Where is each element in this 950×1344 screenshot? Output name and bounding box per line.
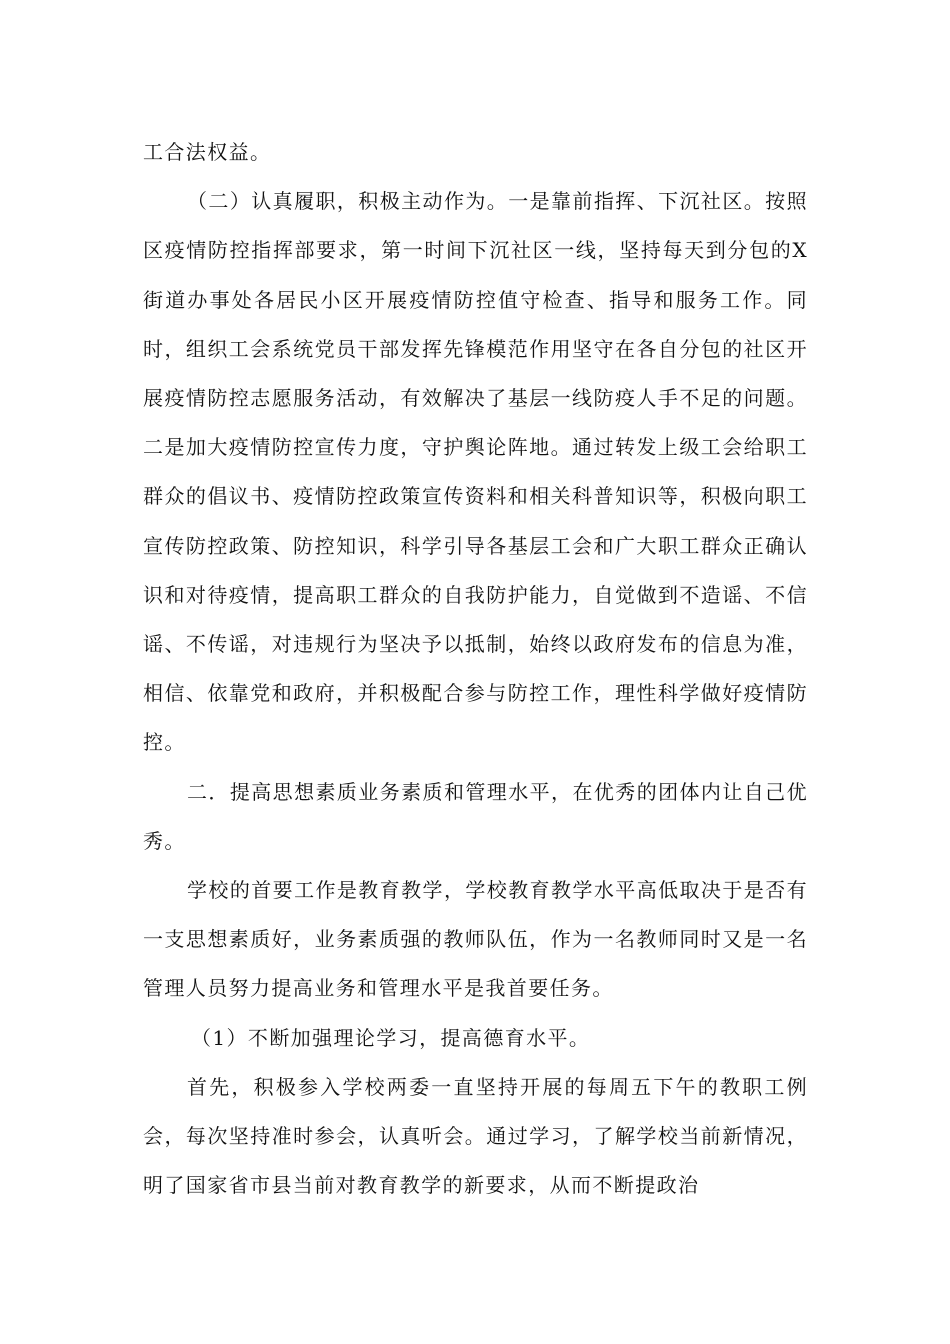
subheading-theory-study: （1）不断加强理论学习，提高德育水平。 — [191, 1025, 591, 1050]
paragraph-school-work: 学校的首要工作是教育教学，学校教育教学水平高低取决于是否有一支思想素质好，业务素质强的教师队伍，作为一名教师同时又是一名管理人员努力提高业务和管理水平是我首要任务。 — [143, 878, 808, 1001]
document-body — [143, 128, 808, 1210]
paragraph-first: 首先，积极参入学校两委一直坚持开展的每周五下午的教职工例会，每次坚持准时参会，认真听会。通过学习，了解学校当前新情况，明了国家省市县当前对教育教学的新要求，从而不断提政治 — [143, 1074, 808, 1198]
heading-part-2: 二．提高思想素质业务素质和管理水平，在优秀的团体内让自己优秀。 — [143, 779, 808, 853]
paragraph-section-2: （二）认真履职，积极主动作为。一是靠前指挥、下沉社区。按照区疫情防控指挥部要求，第一时间下沉社区一线，坚持每天到分包的X街道办事处各居民小区开展疫情防控值守检查、指导和服务工作。同时，组织工会系统党员干部发挥先锋模范作用坚守在各自分包的社区开展疫情防控志愿服务活动，有效解决了基层一线防疫人手不足的问题。二是加大疫情防控宣传力度，守护舆论阵地。通过转发上级工会给职工群众的倡议书、疫情防控政策宣传资料和相关科普知识等，积极向职工宣传防控政策、防控知识，科学引导各基层工会和广大职工群众正确认识和对待疫情，提高职工群众的自我防护能力，自觉做到不造谣、不信谣、不传谣，对违规行为坚决予以抵制，始终以政府发布的信息为准，相信、依靠党和政府，并积极配合参与防控工作，理性科学做好疫情防控。 — [143, 189, 808, 755]
paragraph-continuation: 工合法权益。 — [143, 140, 272, 164]
